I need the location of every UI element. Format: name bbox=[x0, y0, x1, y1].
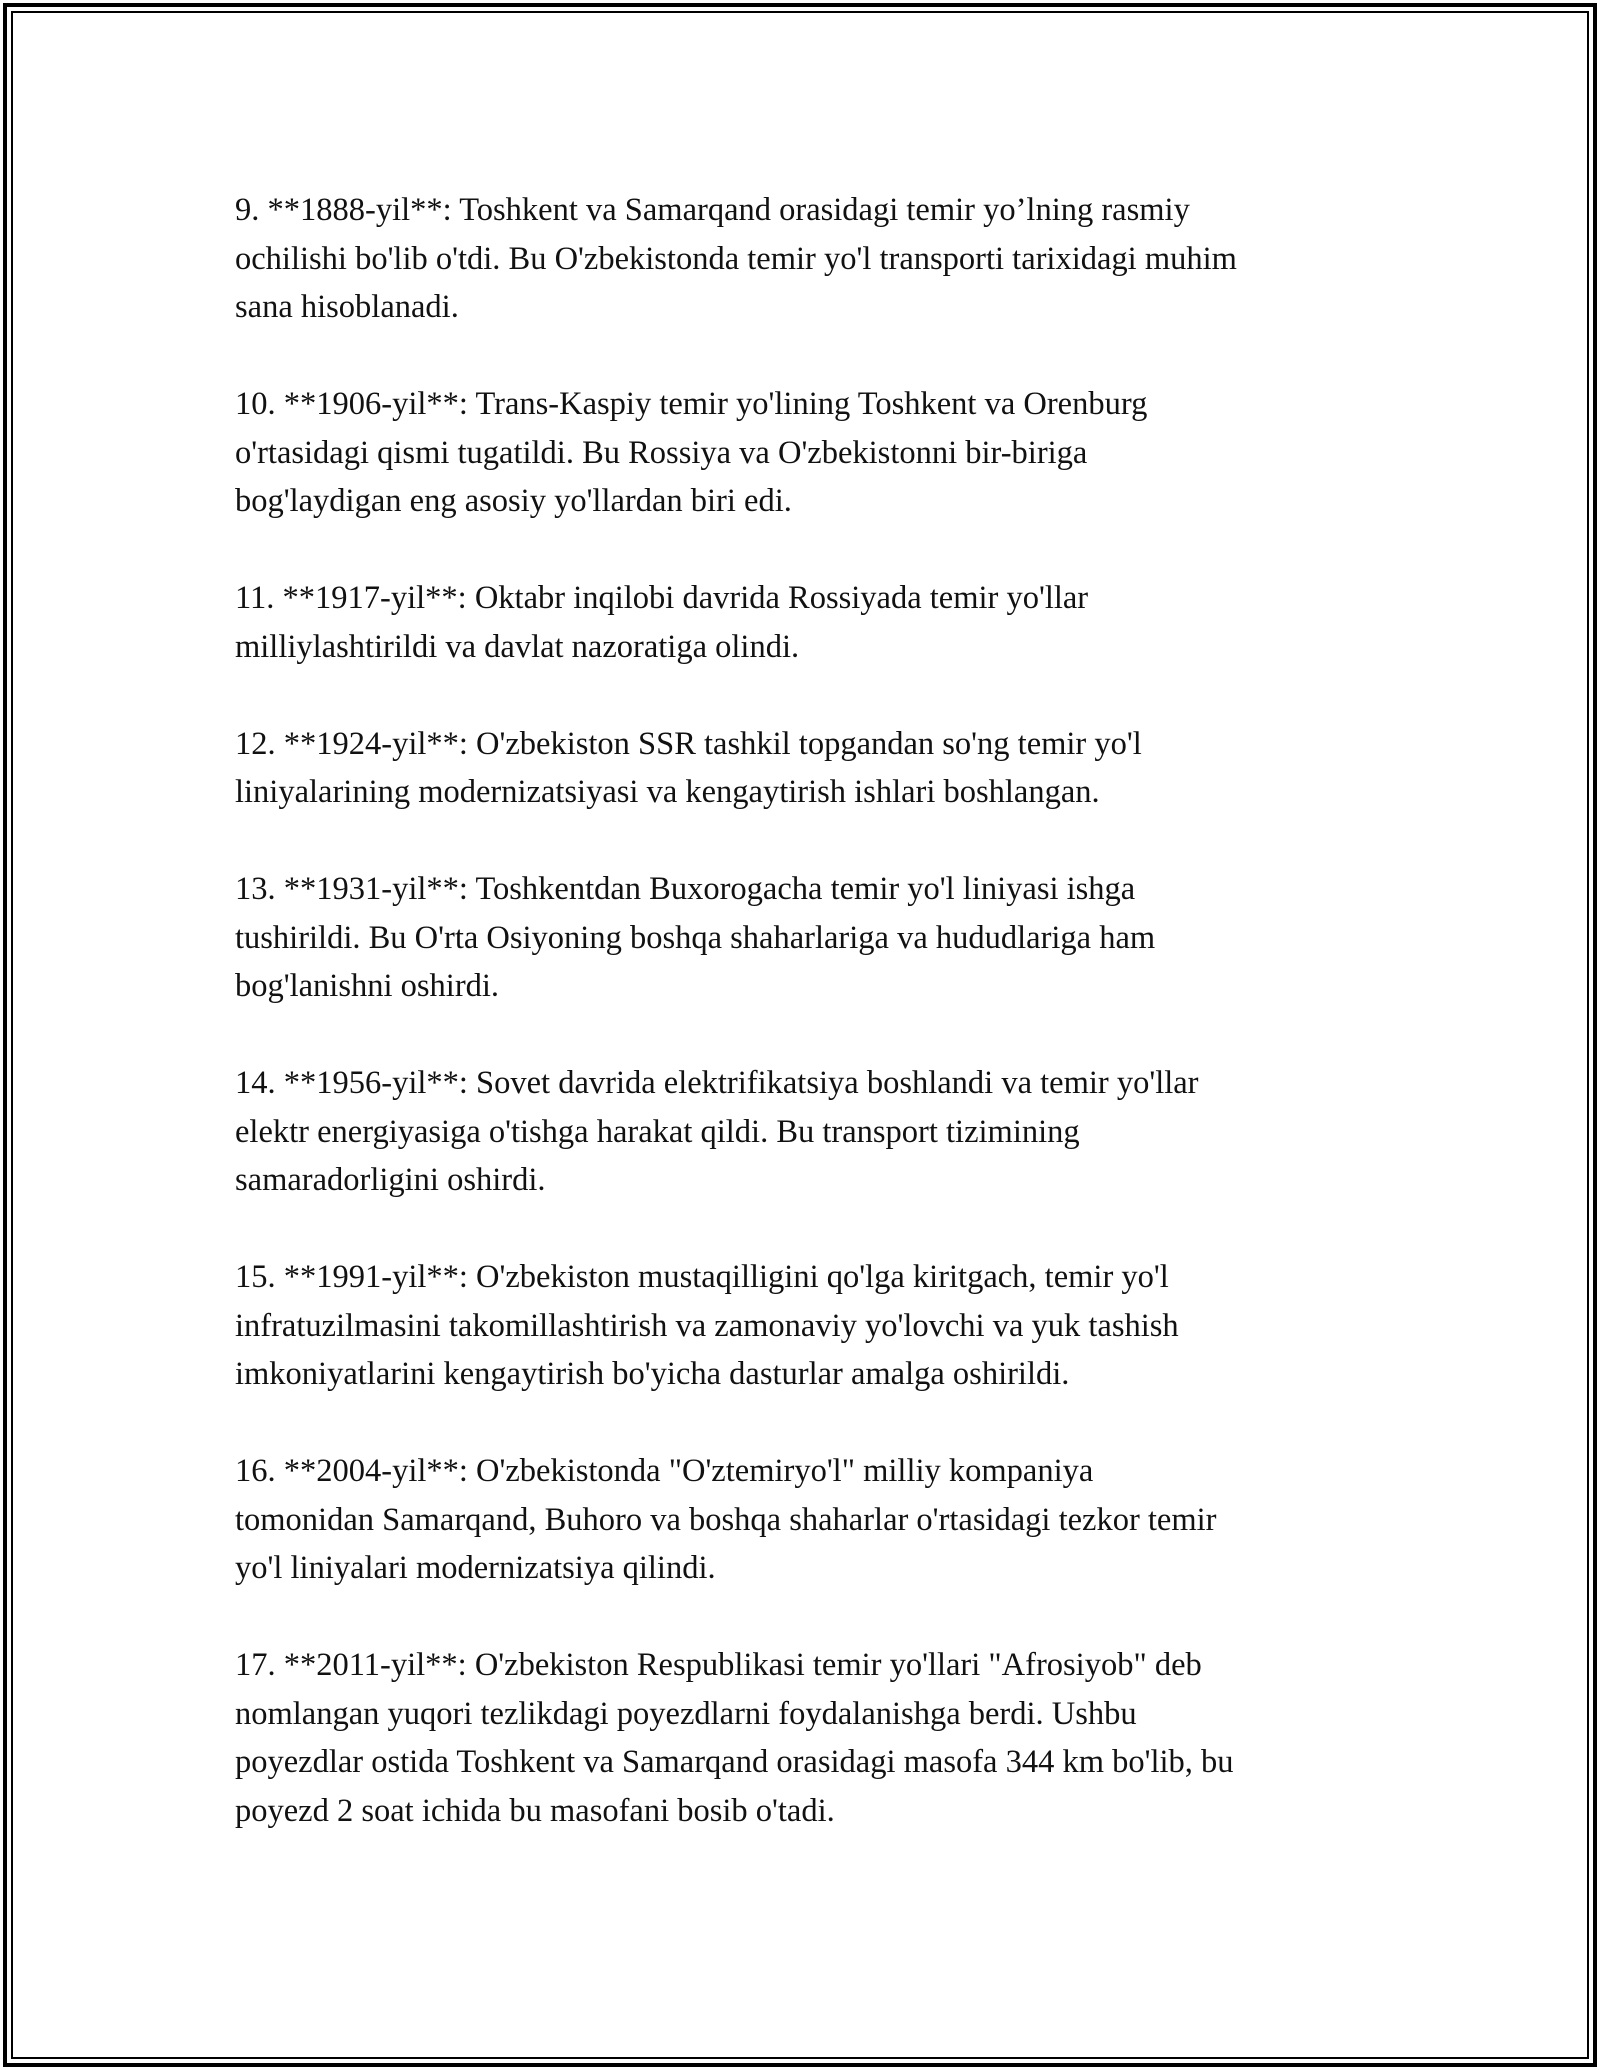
entry-line: 15. **1991-yil**: O'zbekiston mustaqilligini qo'lga kiritgach, temir yo'l bbox=[235, 1259, 1169, 1295]
timeline-entry-1924 bbox=[235, 720, 1385, 817]
timeline-entry-2011 bbox=[235, 1641, 1385, 1835]
entry-line: bog'lanishni oshirdi. bbox=[235, 968, 500, 1004]
entry-line: imkoniyatlarini kengaytirish bo'yicha dasturlar amalga oshirildi. bbox=[235, 1356, 1070, 1392]
entry-line: 13. **1931-yil**: Toshkentdan Buxorogacha temir yo'l liniyasi ishga bbox=[235, 871, 1136, 907]
timeline-entry-1931 bbox=[235, 865, 1385, 1011]
entry-line: ochilishi bo'lib o'tdi. Bu O'zbekistonda temir yo'l transporti tarixidagi muhim bbox=[235, 240, 1237, 277]
entry-line: poyezdlar ostida Toshkent va Samarqand orasidagi masofa 344 km bo'lib, bu bbox=[235, 1744, 1234, 1780]
entry-line: tomonidan Samarqand, Buhoro va boshqa shaharlar o'rtasidagi tezkor temir bbox=[235, 1501, 1217, 1538]
entry-line: nomlangan yuqori tezlikdagi poyezdlarni foydalanishga berdi. Ushbu bbox=[235, 1695, 1137, 1732]
entry-line: 9. **1888-yil**: Toshkent va Samarqand orasidagi temir yo’lning rasmiy bbox=[235, 192, 1190, 228]
entry-line: 17. **2011-yil**: O'zbekiston Respublikasi temir yo'llari "Afrosiyob" deb bbox=[235, 1647, 1202, 1683]
entry-line: samaradorligini oshirdi. bbox=[235, 1162, 546, 1198]
timeline-entry-2004 bbox=[235, 1447, 1385, 1593]
entry-line: 12. **1924-yil**: O'zbekiston SSR tashkil topgandan so'ng temir yo'l bbox=[235, 725, 1142, 762]
entry-line: 11. **1917-yil**: Oktabr inqilobi davrida Rossiyada temir yo'llar bbox=[235, 580, 1089, 616]
timeline-entry-1888 bbox=[235, 186, 1385, 332]
entry-line: tushirildi. Bu O'rta Osiyoning boshqa shaharlariga va hududlariga ham bbox=[235, 919, 1156, 956]
entry-line: 16. **2004-yil**: O'zbekistonda "O'ztemiryo'l" milliy kompaniya bbox=[235, 1453, 1094, 1489]
entry-line: o'rtasidagi qismi tugatildi. Bu Rossiya va O'zbekistonni bir-biriga bbox=[235, 434, 1088, 471]
entry-line: poyezd 2 soat ichida bu masofani bosib o'tadi. bbox=[235, 1792, 835, 1829]
timeline-entry-1906 bbox=[235, 380, 1385, 526]
entry-line: bog'laydigan eng asosiy yo'llardan biri edi. bbox=[235, 483, 792, 519]
entry-line: 14. **1956-yil**: Sovet davrida elektrifikatsiya boshlandi va temir yo'llar bbox=[235, 1065, 1199, 1101]
entry-line: sana hisoblanadi. bbox=[235, 289, 459, 325]
entry-line: infratuzilmasini takomillashtirish va zamonaviy yo'lovchi va yuk tashish bbox=[235, 1307, 1179, 1344]
entry-line: milliylashtirildi va davlat nazoratiga olindi. bbox=[235, 628, 800, 665]
entry-line: 10. **1906-yil**: Trans-Kaspiy temir yo'lining Toshkent va Orenburg bbox=[235, 386, 1148, 422]
document-body bbox=[235, 186, 1385, 1884]
timeline-entry-1956 bbox=[235, 1059, 1385, 1205]
entry-line: liniyalarining modernizatsiyasi va kengaytirish ishlari boshlangan. bbox=[235, 774, 1100, 810]
timeline-entry-1991 bbox=[235, 1253, 1385, 1399]
timeline-entry-1917 bbox=[235, 574, 1385, 671]
entry-line: elektr energiyasiga o'tishga harakat qildi. Bu transport tizimining bbox=[235, 1113, 1080, 1150]
entry-line: yo'l liniyalari modernizatsiya qilindi. bbox=[235, 1550, 716, 1586]
